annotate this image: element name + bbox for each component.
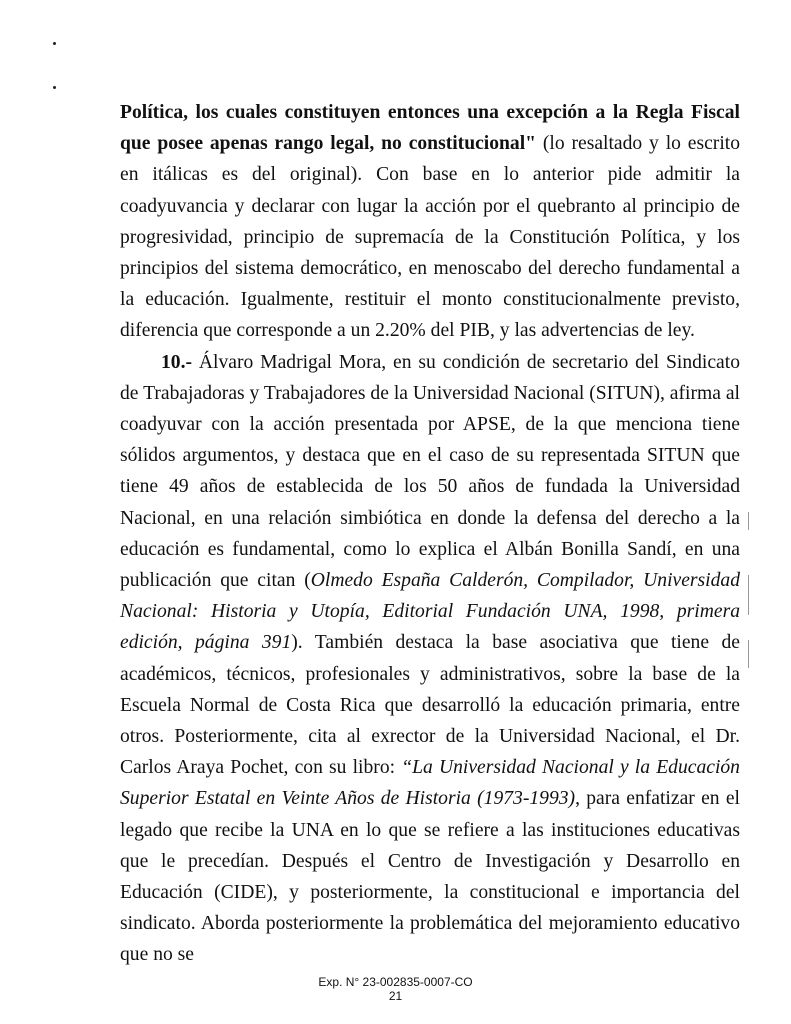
paragraph-number: 10.- [161,351,193,373]
scan-mark-line [748,640,749,668]
italic-book-title: “La Universidad Nacional y la Educación Superior Estatal en Veinte Años de Historia (1973-1993) [120,757,740,810]
paragraph-text: , para enfatizar en el legado que recibe la UNA en lo que se refiere a las instituciones educativas que le precedían. Después el Centro de Investigación y Desarrollo en Educación (CIDE), y posteriormente, la constitucional e importancia del sindicato. Aborda posteriormente la problemática del mejoramiento educativo que no se [120,788,740,966]
paragraph [120,347,740,971]
paragraph [120,97,740,347]
footer-expediente: Exp. N° 23-002835-0007-CO [318,975,473,989]
scan-mark-line [748,575,749,615]
footer-page-number: 21 [388,989,403,1003]
italic-citation: Olmedo España Calderón, Compilador, Universidad Nacional: Historia y Utopía, Editorial Fundación UNA, 1998, primera edición, página 391 [120,570,741,654]
document-body [120,97,740,971]
scan-mark-dot [53,86,56,89]
scan-mark-line [748,512,749,530]
paragraph-text: (lo resaltado y lo escrito en itálicas es del original). Con base en lo anterior pide admitir la coadyuvancia y declarar con lugar la acción por el quebranto al principio de progresividad, principio de supremacía de la Constitución Política, y los principios del sistema democrático, en menoscabo del derecho fundamental a la educación. Igualmente, restituir el monto constitucionalmente previsto, diferencia que corresponde a un 2.20% del PIB, y las advertencias de ley. [120,133,741,342]
bold-text: Política, los cuales constituyen entonces una excepción a la Regla Fiscal que posee apenas rango legal, no constitucional" [120,102,740,155]
paragraph-text: ). También destaca la base asociativa que tiene de académicos, técnicos, profesionales y administrativos, sobre la base de la Escuela Normal de Costa Rica que desarrolló la educación primaria, entre otros. Posteriormente, cita al exrector de la Universidad Nacional, el Dr. Carlos Araya Pochet, con su libro: [120,632,740,779]
paragraph-text: Álvaro Madrigal Mora, en su condición de secretario del Sindicato de Trabajadoras y Trabajadores de la Universidad Nacional (SITUN), afirma al coadyuvar con la acción presentada por APSE, de la que menciona tiene sólidos argumentos, y destaca que en el caso de su representada SITUN que tiene 49 años de establecida de los 50 años de fundada la Universidad Nacional, en una relación simbiótica en donde la defensa del derecho a la educación es fundamental, como lo explica el Albán Bonilla Sandí, en una publicación que citan ( [120,351,740,592]
scan-mark-dot [53,42,56,45]
